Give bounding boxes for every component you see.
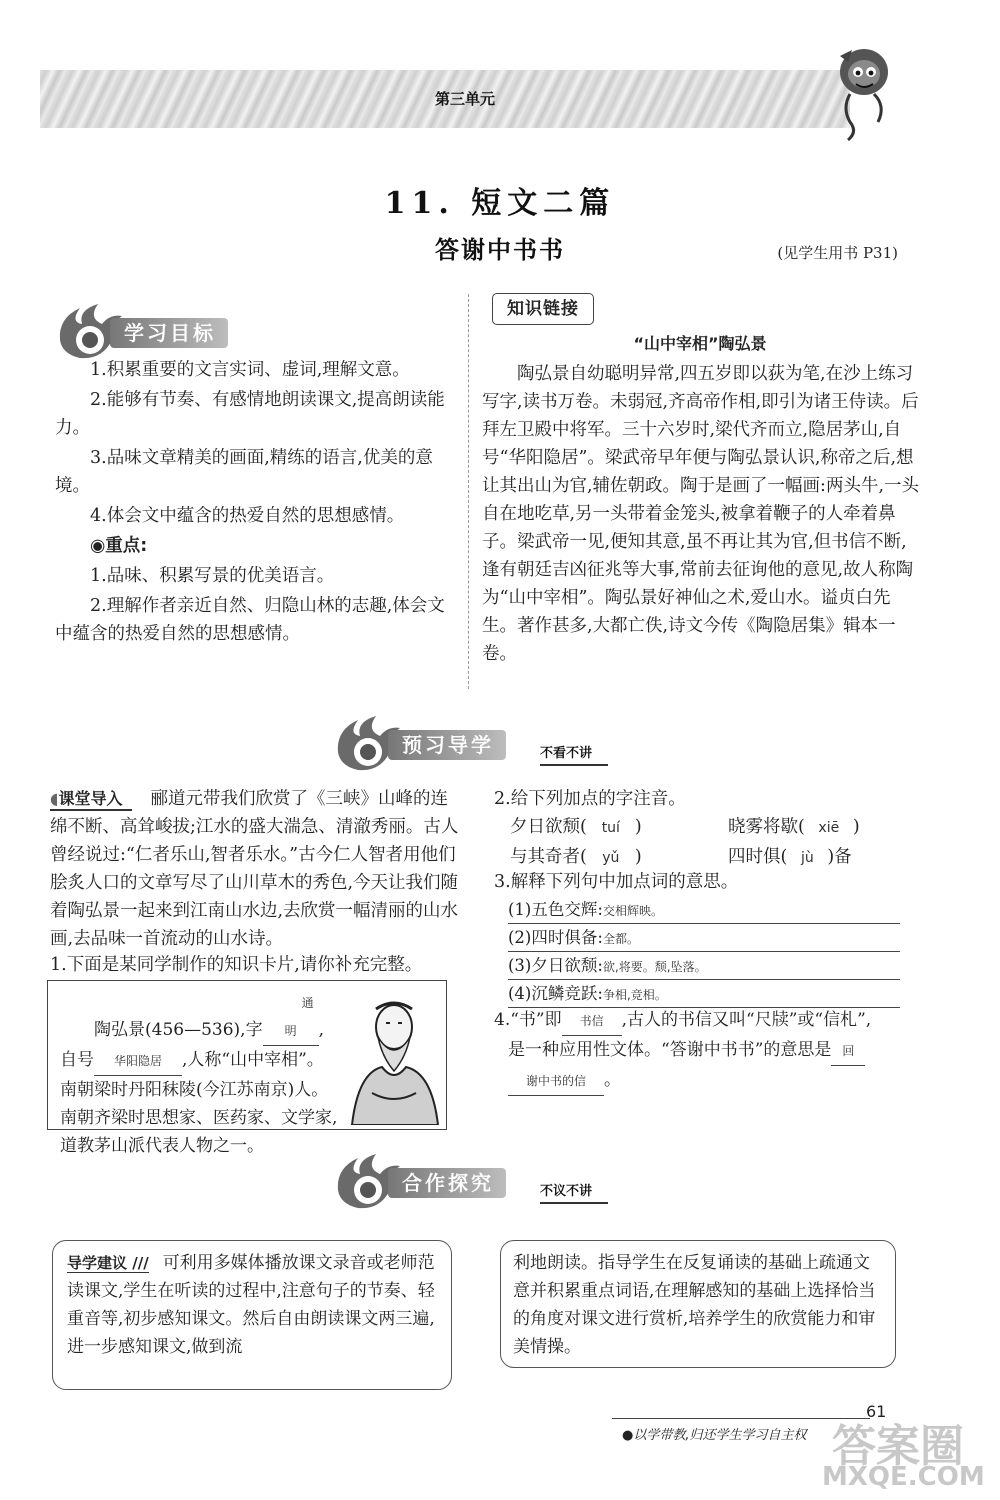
- guide-box-right: [500, 1240, 896, 1368]
- q4-answer-1: 书信: [562, 1007, 622, 1036]
- q4-answer-2a: 回: [831, 1037, 865, 1066]
- definition-item: (2)四时俱备:全都。: [508, 924, 900, 952]
- card-text: 南朝梁时丹阳秣陵(今江苏南京)人。: [60, 1080, 329, 1100]
- card-text: 陶弘景(456—536),字: [94, 1020, 263, 1040]
- card-text: 南朝齐梁时思想家、医药家、文学家,: [60, 1108, 338, 1128]
- question-1: 1.下面是某同学制作的知识卡片,请你补充完整。: [50, 955, 423, 975]
- pinyin-item: 晓雾将歇( xiē ): [728, 813, 860, 842]
- definition-answer: 交相辉映。: [602, 904, 663, 918]
- definition-item: (1)五色交辉:交相辉映。: [508, 896, 900, 924]
- page-number: 61: [866, 1402, 887, 1421]
- definition-item: (3)夕日欲颓:欲,将要。颓,坠落。: [508, 952, 900, 980]
- pinyin-item: 与其奇者( yǔ ): [510, 843, 642, 872]
- goal-item: 2.能够有节奏、有感情地朗读课文,提高朗读能力。: [55, 390, 445, 438]
- goal-item: 4.体会文中蕴含的热爱自然的思想感情。: [90, 506, 405, 526]
- card-text: 自号: [60, 1050, 94, 1070]
- goal-item: 1.积累重要的文言实词、虚词,理解文意。: [90, 360, 410, 380]
- goals-banner: [52, 300, 272, 364]
- question-3: 3.解释下列句中加点词的意思。: [494, 872, 739, 892]
- watermark-url: MXQE.COM: [822, 1462, 985, 1492]
- unit-header-band: [40, 70, 850, 128]
- definition-answer: 争相,竞相。: [602, 988, 667, 1002]
- preview-banner-label: 预习导学: [388, 730, 506, 760]
- mascot-icon: [828, 36, 898, 146]
- knowledge-link-tag: 知识链接: [492, 293, 594, 325]
- unit-label: 第三单元: [435, 90, 496, 108]
- knowledge-heading: “山中宰相”陶弘景: [633, 334, 767, 353]
- guide-text-left: 可利用多媒体播放课文录音或老师范读课文,学生在听读的过程中,注意句子的节奏、轻重音等,初步感知课文。然后自由朗读课文两三遍,进一步感知课文,做到流: [67, 1253, 435, 1357]
- pinyin-answer: tuí: [601, 820, 620, 836]
- pinyin-group: [510, 813, 910, 871]
- book-reference: (见学生用书 P31): [777, 244, 898, 262]
- q4-answer-2b: 谢中书的信: [508, 1067, 604, 1096]
- goals-banner-label: 学习目标: [110, 318, 228, 348]
- definition-list: [508, 896, 900, 1008]
- preview-banner: [330, 712, 630, 776]
- key-point-item: 1.品味、积累写景的优美语言。: [90, 566, 335, 586]
- knowledge-card: [47, 980, 447, 1156]
- card-text: ,: [318, 1020, 324, 1040]
- pinyin-answer: xiē: [818, 820, 840, 836]
- definition-answer: 全都。: [602, 932, 639, 946]
- footer-motto: ●以学带教,归还学生学习自主权: [622, 1428, 807, 1443]
- card-answer-courtesy-name: 通明: [263, 989, 319, 1046]
- page-subtitle: 答谢中书书: [435, 236, 565, 264]
- knowledge-text: 陶弘景自幼聪明异常,四五岁即以荻为笔,在沙上练习写字,读书万卷。未弱冠,齐高帝作相,即引为诸王侍读。后拜左卫殿中将军。三十六岁时,梁代齐而立,隐居茅山,自号“华阳隐居”。梁武帝早年便与陶弘景认识,称帝之后,想让其出山为官,辅佐朝政。陶于是画了一幅画:两头牛,一头自在地吃草,另一头带着金笼头,被拿着鞭子的人牵着鼻子。梁武帝一见,便知其意,虽不再让其为官,但书信不断,逢有朝廷吉凶征兆等大事,常前去征询他的意见,故人称陶为“山中宰相”。陶弘景好神仙之术,爱山水。谥贞白先生。著作甚多,大都亡佚,诗文今传《陶隐居集》辑本一卷。: [482, 364, 920, 664]
- card-answer-alias: 华阳隐居: [94, 1047, 182, 1076]
- question-4: 4.“书”即 书信 ,古人的书信又叫“尺牍”或“信札”, 是一种应用性文体。“答谢中书书”的意思是 回 谢中书的信 。: [494, 1006, 914, 1096]
- preview-tag: 不看不讲: [540, 742, 608, 766]
- column-divider: [468, 294, 469, 689]
- definition-item: (4)沉鳞竞跃:争相,竞相。: [508, 980, 900, 1008]
- leaf-icon: ◖: [50, 789, 59, 808]
- key-points-label: ◉重点:: [90, 536, 148, 556]
- page-title: 11. 短文二篇: [384, 186, 616, 221]
- card-text: 道教茅山派代表人物之一。: [60, 1136, 264, 1156]
- pinyin-answer: yǔ: [602, 850, 620, 866]
- explore-tag: 不议不讲: [540, 1180, 608, 1204]
- guide-box-left: [52, 1240, 452, 1390]
- definition-answer: 欲,将要。颓,坠落。: [602, 960, 707, 974]
- portrait-illustration: [342, 993, 442, 1125]
- guide-text-right: 利地朗读。指导学生在反复诵读的基础上疏通文意并积累重点词语,在理解感知的基础上选择恰当的角度对课文进行赏析,培养学生的欣赏能力和审美情操。: [513, 1253, 876, 1357]
- class-intro: [50, 785, 460, 953]
- guide-label: 导学建议 ///: [67, 1254, 149, 1272]
- class-intro-text: 郦道元带我们欣赏了《三峡》山峰的连绵不断、高耸峻拔;江水的盛大湍急、清澈秀丽。古人曾经说过:“仁者乐山,智者乐水。”古今仁人智者用他们脍炙人口的文章写尽了山川草木的秀色,今天让我们随着陶弘景一起来到江南山水边,去欣赏一幅清丽的山水画,去品味一首流动的山水诗。: [50, 789, 459, 949]
- pinyin-item: 四时俱( jù )备: [728, 843, 852, 872]
- goals-list: [55, 356, 455, 648]
- pinyin-answer: jù: [800, 850, 814, 866]
- goal-item: 3.品味文章精美的画面,精练的语言,优美的意境。: [55, 448, 433, 496]
- question-2: 2.给下列加点的字注音。: [494, 789, 686, 809]
- watermark-logo: 答案圈: [832, 1421, 964, 1472]
- key-point-item: 2.理解作者亲近自然、归隐山林的志趣,体会文中蕴含的热爱自然的思想感情。: [55, 596, 445, 644]
- explore-banner-label: 合作探究: [388, 1168, 506, 1198]
- card-text: ,人称“山中宰相”。: [182, 1050, 324, 1070]
- explore-banner: [330, 1150, 630, 1214]
- class-intro-label: ◖课堂导入: [50, 786, 132, 811]
- pinyin-item: 夕日欲颓( tuí ): [510, 813, 642, 842]
